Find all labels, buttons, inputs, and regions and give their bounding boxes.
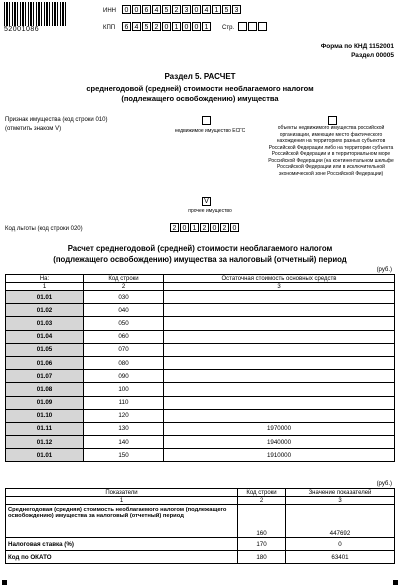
- digit-cell[interactable]: 1: [190, 223, 199, 232]
- property-sign-label: Признак имущества (код строки 010): [5, 117, 108, 123]
- table1-col-number: 2: [84, 283, 164, 291]
- digit-cell[interactable]: 0: [180, 223, 189, 232]
- row-value-field[interactable]: [164, 396, 395, 409]
- table1-row: [6, 343, 395, 356]
- row-value-field[interactable]: 1970000: [164, 422, 395, 435]
- table1-header-value: Остаточная стоимость основных средств: [164, 275, 395, 283]
- section-subtitle1: среднегодовой (средней) стоимости необлагаемого налогом: [86, 84, 314, 93]
- table1-header-date: На:: [6, 275, 84, 283]
- tax-rate-field[interactable]: 0: [286, 538, 395, 551]
- barcode-number: 52001086: [4, 26, 40, 33]
- table1-row: [6, 370, 395, 383]
- row-value-field[interactable]: [164, 317, 395, 330]
- row-value-field[interactable]: [164, 383, 395, 396]
- digit-cell[interactable]: 0: [192, 22, 201, 31]
- digit-cell[interactable]: 0: [210, 223, 219, 232]
- property-sign-hint: (отметить знаком V): [5, 126, 62, 132]
- row-date: 01.03: [6, 317, 84, 330]
- digit-cell[interactable]: 2: [172, 5, 181, 14]
- row-value-field[interactable]: [164, 304, 395, 317]
- digit-cell[interactable]: 0: [192, 5, 201, 14]
- row-date: 01.02: [6, 304, 84, 317]
- digit-cell[interactable]: 6: [142, 5, 151, 14]
- row-date: 01.10: [6, 409, 84, 422]
- digit-cell[interactable]: 5: [142, 22, 151, 31]
- row-code: 040: [84, 304, 164, 317]
- avg-value-field[interactable]: 447692: [286, 505, 395, 538]
- table1-header-code: Код строки: [84, 275, 164, 283]
- table1-row: [6, 396, 395, 409]
- table2-row: [6, 505, 395, 538]
- section-title: Раздел 5. РАСЧЕТ: [164, 72, 236, 81]
- row-code: 070: [84, 343, 164, 356]
- page-label: Стр.: [222, 25, 235, 31]
- row-value-field[interactable]: [164, 370, 395, 383]
- row-date: 01.06: [6, 356, 84, 369]
- barcode: [4, 2, 66, 26]
- form-code-line2: Раздел 00005: [351, 52, 394, 59]
- table1-unit: (руб.): [376, 267, 392, 273]
- row-code: 090: [84, 370, 164, 383]
- digit-cell[interactable]: [258, 22, 267, 31]
- digit-cell[interactable]: 0: [162, 22, 171, 31]
- row-date: 01.12: [6, 436, 84, 449]
- okato-label: Код по ОКАТО: [6, 551, 238, 564]
- digit-cell[interactable]: 5: [222, 5, 231, 14]
- table1-row: [6, 449, 395, 462]
- row-code: 150: [84, 449, 164, 462]
- digit-cell[interactable]: 4: [202, 5, 211, 14]
- table2-row: [6, 551, 395, 564]
- inn-label: ИНН: [103, 8, 116, 14]
- okato-code: 180: [238, 551, 286, 564]
- residual-value-table: [5, 274, 395, 462]
- row-date: 01.01: [6, 291, 84, 304]
- table1-header-row: [6, 275, 395, 283]
- table1-col-number: 1: [6, 283, 84, 291]
- kpp-label: КПП: [103, 25, 116, 31]
- form-code-line1: Форма по КНД 1152001: [320, 43, 394, 50]
- okato-field[interactable]: 63401: [286, 551, 395, 564]
- table2-col-number: 2: [238, 497, 286, 505]
- table1-row: [6, 304, 395, 317]
- row-date: 01.08: [6, 383, 84, 396]
- row-code: 100: [84, 383, 164, 396]
- avg-value-label: Среднегодовая (средняя) стоимость необлагаемого налогом (подлежащего освобождению) имущества за налоговый (отчетный) период: [6, 505, 238, 538]
- digit-cell[interactable]: 1: [202, 22, 211, 31]
- digit-cell[interactable]: [248, 22, 257, 31]
- digit-cell[interactable]: 0: [230, 223, 239, 232]
- table1-row: [6, 291, 395, 304]
- table1-row: [6, 409, 395, 422]
- corner-marker: [2, 580, 7, 585]
- row-value-field[interactable]: 1940000: [164, 436, 395, 449]
- property-option3-label: прочее имущество: [188, 208, 232, 214]
- corner-marker: [393, 580, 398, 585]
- table2-header-indicator: Показатели: [6, 489, 238, 497]
- table1-row: [6, 422, 395, 435]
- benefit-code-cells: [170, 223, 240, 232]
- digit-cell[interactable]: 4: [152, 5, 161, 14]
- row-value-field[interactable]: [164, 356, 395, 369]
- table1-row: [6, 383, 395, 396]
- digit-cell[interactable]: 5: [162, 5, 171, 14]
- row-date: 01.07: [6, 370, 84, 383]
- digit-cell[interactable]: 6: [122, 22, 131, 31]
- row-value-field[interactable]: [164, 291, 395, 304]
- page-cells: [238, 22, 268, 31]
- inn-cells: [122, 5, 242, 14]
- table1-row: [6, 317, 395, 330]
- row-date: 01.09: [6, 396, 84, 409]
- table2-number-row: [6, 497, 395, 505]
- row-value-field[interactable]: [164, 343, 395, 356]
- row-code: 060: [84, 330, 164, 343]
- table2-header-code: Код строки: [238, 489, 286, 497]
- avg-value-code: 160: [238, 505, 286, 538]
- row-code: 050: [84, 317, 164, 330]
- row-value-field[interactable]: [164, 330, 395, 343]
- row-code: 120: [84, 409, 164, 422]
- table1-row: [6, 330, 395, 343]
- row-code: 080: [84, 356, 164, 369]
- property-option3-checkbox[interactable]: V: [202, 197, 211, 206]
- tax-rate-label: Налоговая ставка (%): [6, 538, 238, 551]
- row-date: 01.05: [6, 343, 84, 356]
- digit-cell[interactable]: 0: [182, 22, 191, 31]
- digit-cell[interactable]: 4: [132, 22, 141, 31]
- digit-cell[interactable]: 2: [170, 223, 179, 232]
- digit-cell[interactable]: 2: [220, 223, 229, 232]
- kpp-cells: [122, 22, 212, 31]
- table1-row: [6, 356, 395, 369]
- calc-title-line1: Расчет среднегодовой (средней) стоимости необлагаемого налогом: [67, 244, 333, 253]
- tax-rate-code: 170: [238, 538, 286, 551]
- property-option1-checkbox[interactable]: [202, 116, 211, 125]
- table2-header-value: Значение показателей: [286, 489, 395, 497]
- row-code: 110: [84, 396, 164, 409]
- property-option2-checkbox[interactable]: [328, 116, 337, 125]
- table2-col-number: 3: [286, 497, 395, 505]
- section-subtitle2: (подлежащего освобождению) имущества: [121, 94, 279, 103]
- digit-cell[interactable]: 3: [182, 5, 191, 14]
- row-date: 01.04: [6, 330, 84, 343]
- table1-col-number: 3: [164, 283, 395, 291]
- digit-cell[interactable]: 3: [232, 5, 241, 14]
- property-option2-label: объекты недвижимого имущества российской организации, имеющие место фактического нахождения на территориях разных субъектов Российской Федерации либо на территории субъекта Российской Федерации и в территориальном море Российской Федерации (на континентальном шельфе Российской Федерации или в исключительной экономической зоне Российской Федерации): [268, 125, 394, 177]
- digit-cell[interactable]: [238, 22, 247, 31]
- row-date: 01.11: [6, 422, 84, 435]
- table2-col-number: 1: [6, 497, 238, 505]
- calc-title-line2: (подлежащего освобождению) имущества за налоговый (отчетный) период: [53, 255, 347, 264]
- row-code: 030: [84, 291, 164, 304]
- digit-cell[interactable]: 1: [212, 5, 221, 14]
- table1-row: [6, 436, 395, 449]
- table2-header-row: [6, 489, 395, 497]
- indicators-table: [5, 488, 395, 564]
- digit-cell[interactable]: 1: [172, 22, 181, 31]
- row-value-field[interactable]: 1910000: [164, 449, 395, 462]
- form-code: [321, 42, 394, 60]
- benefit-code-label: Код льготы (код строки 020): [5, 226, 83, 232]
- table2-unit: (руб.): [376, 481, 392, 487]
- table2-row: [6, 538, 395, 551]
- row-value-field[interactable]: [164, 409, 395, 422]
- digit-cell[interactable]: 0: [132, 5, 141, 14]
- digit-cell[interactable]: 0: [122, 5, 131, 14]
- property-option1-label: недвижимое имущество ЕСГС: [174, 128, 246, 134]
- row-code: 130: [84, 422, 164, 435]
- digit-cell[interactable]: 2: [200, 223, 209, 232]
- digit-cell[interactable]: 2: [152, 22, 161, 31]
- row-date: 01.01: [6, 449, 84, 462]
- table1-number-row: [6, 283, 395, 291]
- row-code: 140: [84, 436, 164, 449]
